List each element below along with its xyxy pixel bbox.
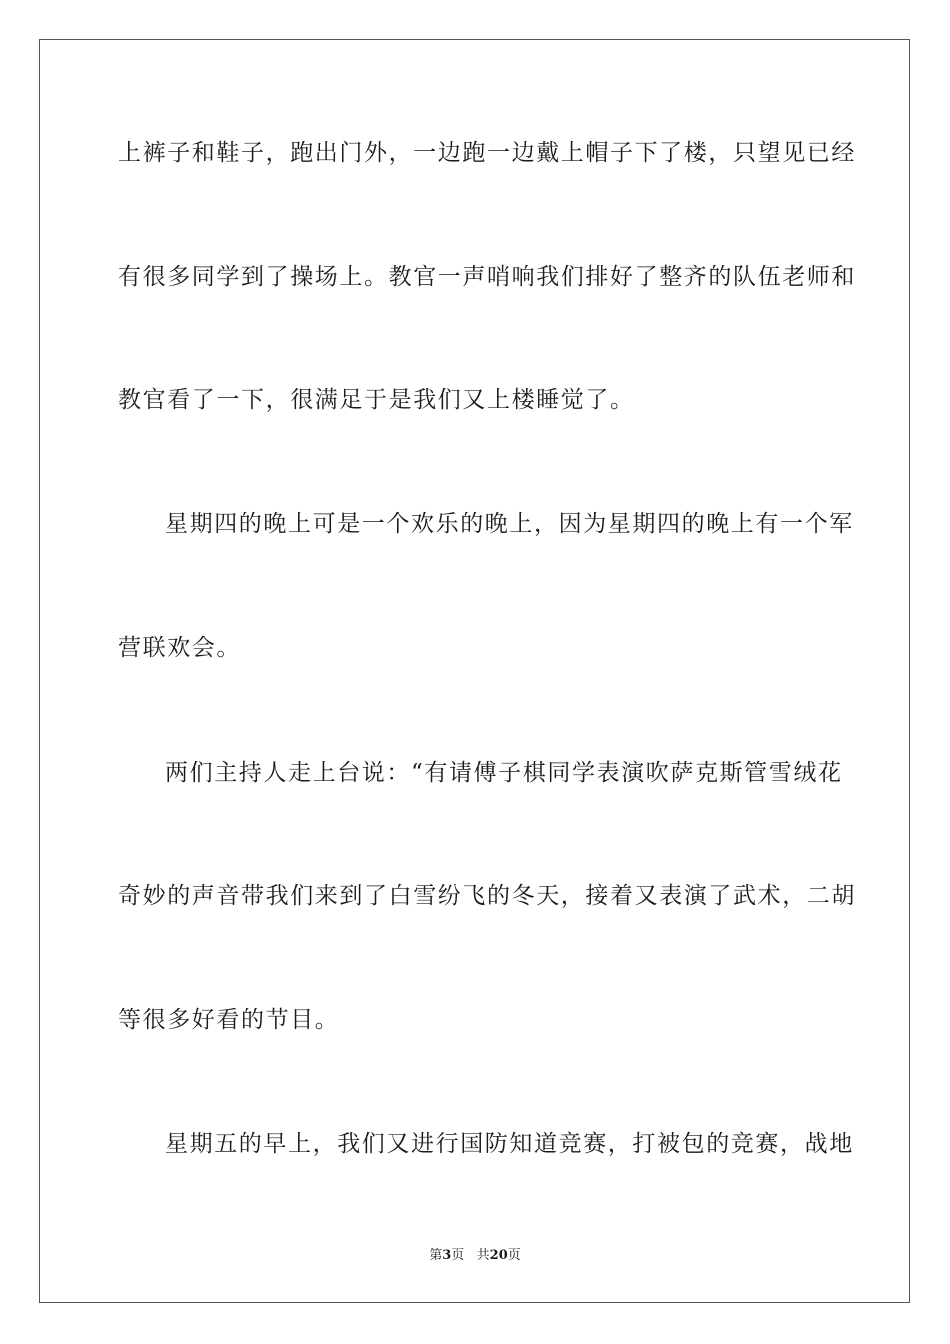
body-line-3: 教官看了一下，很满足于是我们又上楼睡觉了。 [118,387,635,413]
footer-suffix: 页 [507,1248,521,1263]
body-line-7: 奇妙的声音带我们来到了白雪纷飞的冬天，接着又表演了武术，二胡 [118,883,856,909]
body-line-4: 星期四的晚上可是一个欢乐的晚上，因为星期四的晚上有一个军 [165,511,854,537]
body-line-5: 营联欢会。 [118,635,241,661]
page-border [39,39,910,1303]
body-line-8: 等很多好看的节目。 [118,1007,340,1033]
footer-page-number: 3 [442,1248,452,1263]
body-line-1: 上裤子和鞋子，跑出门外，一边跑一边戴上帽子下了楼，只望见已经 [118,140,856,166]
footer-middle: 页 共 [451,1248,490,1263]
footer-prefix: 第 [429,1248,443,1263]
body-line-6: 两们主持人走上台说：“有请傅子棋同学表演吹萨克斯管雪绒花 [165,760,843,786]
footer-total-pages: 20 [489,1248,508,1263]
body-line-2: 有很多同学到了操场上。教官一声哨响我们排好了整齐的队伍老师和 [118,264,856,290]
page-footer [0,1248,950,1264]
body-line-9: 星期五的早上，我们又进行国防知道竞赛，打被包的竞赛，战地 [165,1131,854,1157]
